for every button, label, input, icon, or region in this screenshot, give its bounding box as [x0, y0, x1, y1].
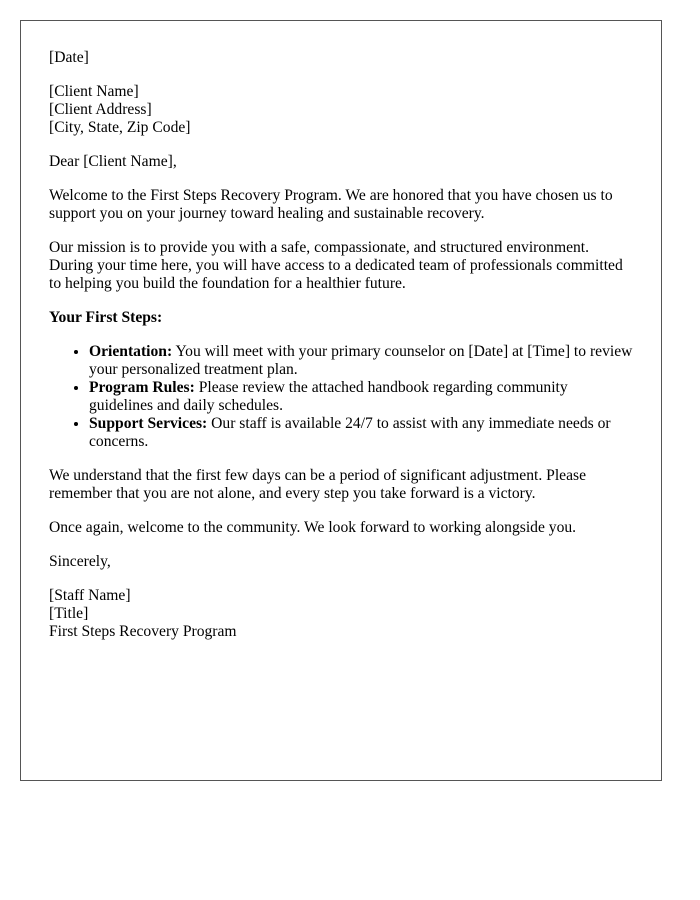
letter-date: [Date] — [49, 49, 89, 66]
first-steps-list — [49, 343, 633, 451]
recipient-address: [Client Address] — [49, 101, 152, 118]
signature-block — [49, 587, 633, 641]
list-item-text: You will meet with your primary counselor on [Date] at [Time] to review your personalized treatment plan. — [89, 343, 633, 378]
letter-page — [20, 20, 662, 781]
signature-title: [Title] — [49, 605, 89, 622]
signature-name: [Staff Name] — [49, 587, 131, 604]
list-item — [89, 343, 633, 379]
recipient-city-state-zip: [City, State, Zip Code] — [49, 119, 191, 136]
signoff: Sincerely, — [49, 553, 111, 570]
signature-organization: First Steps Recovery Program — [49, 623, 237, 640]
salutation: Dear [Client Name], — [49, 153, 177, 170]
adjustment-paragraph: We understand that the first few days can be a period of significant adjustment. Please remember that you are not alone, and every step you take forward is a victory. — [49, 467, 586, 502]
recipient-block — [49, 83, 633, 137]
list-item-term: Program Rules: — [89, 379, 195, 396]
welcome-paragraph: Welcome to the First Steps Recovery Program. We are honored that you have chosen us to support you on your journey toward healing and sustainable recovery. — [49, 187, 613, 222]
mission-paragraph: Our mission is to provide you with a safe, compassionate, and structured environment. During your time here, you will have access to a dedicated team of professionals committed to helping you build the foundation for a healthier future. — [49, 239, 623, 292]
list-item-term: Support Services: — [89, 415, 208, 432]
list-item — [89, 415, 633, 451]
community-paragraph: Once again, welcome to the community. We look forward to working alongside you. — [49, 519, 577, 536]
list-item-text: Our staff is available 24/7 to assist with any immediate needs or concerns. — [89, 415, 611, 450]
list-item-text: Please review the attached handbook regarding community guidelines and daily schedules. — [89, 379, 568, 414]
list-item — [89, 379, 633, 415]
first-steps-heading: Your First Steps: — [49, 309, 163, 326]
list-item-term: Orientation: — [89, 343, 173, 360]
recipient-name: [Client Name] — [49, 83, 139, 100]
